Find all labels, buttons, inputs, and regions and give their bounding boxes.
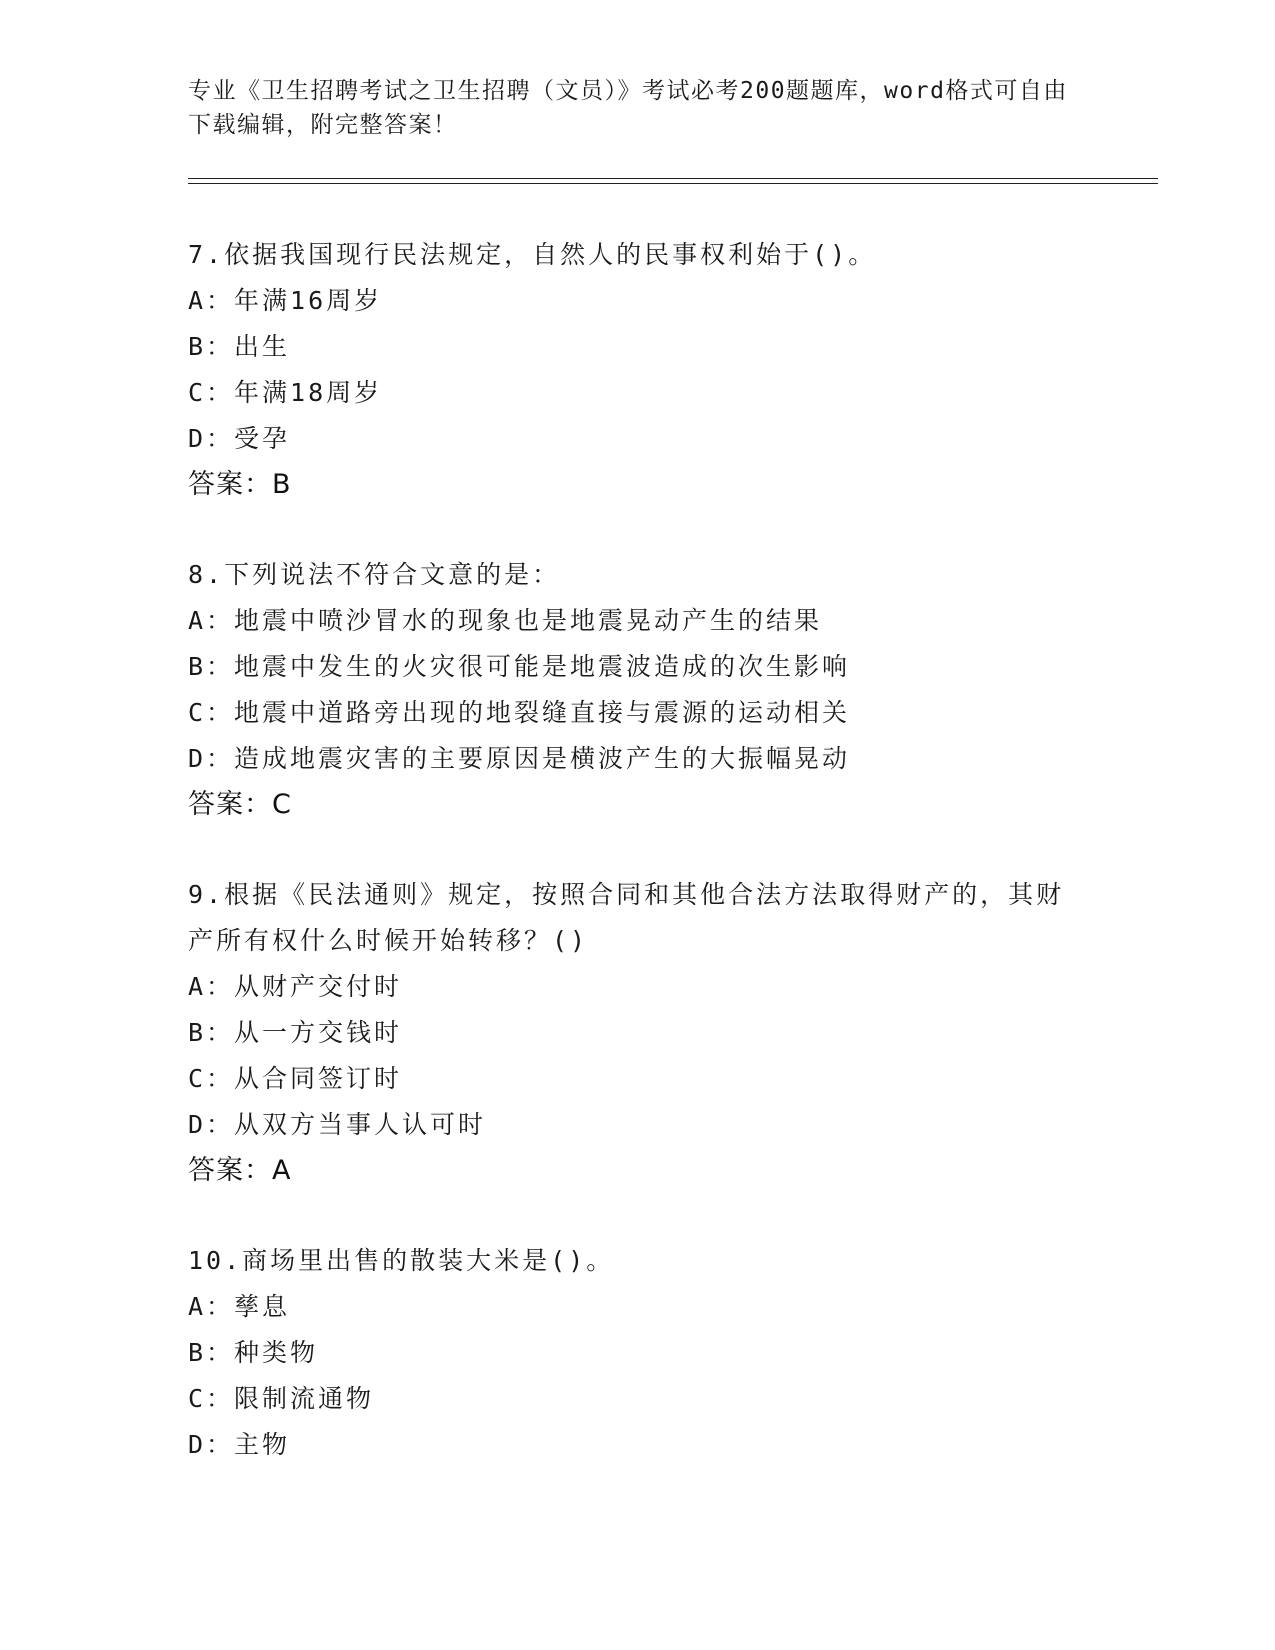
- option-a: A：年满16周岁: [188, 286, 383, 315]
- question-stem: 8.下列说法不符合文意的是：: [188, 560, 561, 589]
- option-a: A：从财产交付时: [188, 972, 403, 1001]
- option-b: B：出生: [188, 332, 291, 361]
- option-d: D：造成地震灾害的主要原因是横波产生的大振幅晃动: [188, 744, 851, 773]
- option-b: B：地震中发生的火灾很可能是地震波造成的次生影响: [188, 652, 851, 681]
- option-c: C：限制流通物: [188, 1384, 375, 1413]
- question-stem: 10.商场里出售的散装大米是()。: [188, 1246, 615, 1275]
- option-c: C：从合同签订时: [188, 1064, 403, 1093]
- option-a: A：孳息: [188, 1292, 291, 1321]
- option-c: C：地震中道路旁出现的地裂缝直接与震源的运动相关: [188, 698, 851, 727]
- question-stem: 9.根据《民法通则》规定，按照合同和其他合法方法取得财产的，其财产所有权什么时候开始转移？(): [188, 880, 1065, 955]
- question-7: [188, 232, 1088, 508]
- answer-line: 答案：A: [188, 1155, 292, 1186]
- question-10: [188, 1238, 1088, 1468]
- option-d: D：主物: [188, 1430, 291, 1459]
- question-9: [188, 872, 1088, 1194]
- option-b: B：从一方交钱时: [188, 1018, 403, 1047]
- question-8: [188, 552, 1088, 828]
- option-d: D：受孕: [188, 424, 291, 453]
- answer-line: 答案：C: [188, 789, 292, 820]
- answer-line: 答案：B: [188, 469, 292, 500]
- question-stem: 7.依据我国现行民法规定，自然人的民事权利始于()。: [188, 240, 877, 269]
- header-divider-bottom: [188, 183, 1158, 184]
- option-c: C：年满18周岁: [188, 378, 383, 407]
- document-header: 专业《卫生招聘考试之卫生招聘（文员）》考试必考200题题库，word格式可自由下载编辑，附完整答案！: [188, 78, 1068, 138]
- option-b: B：种类物: [188, 1338, 319, 1367]
- option-d: D：从双方当事人认可时: [188, 1110, 487, 1139]
- option-a: A：地震中喷沙冒水的现象也是地震晃动产生的结果: [188, 606, 823, 635]
- header-divider-top: [188, 178, 1158, 179]
